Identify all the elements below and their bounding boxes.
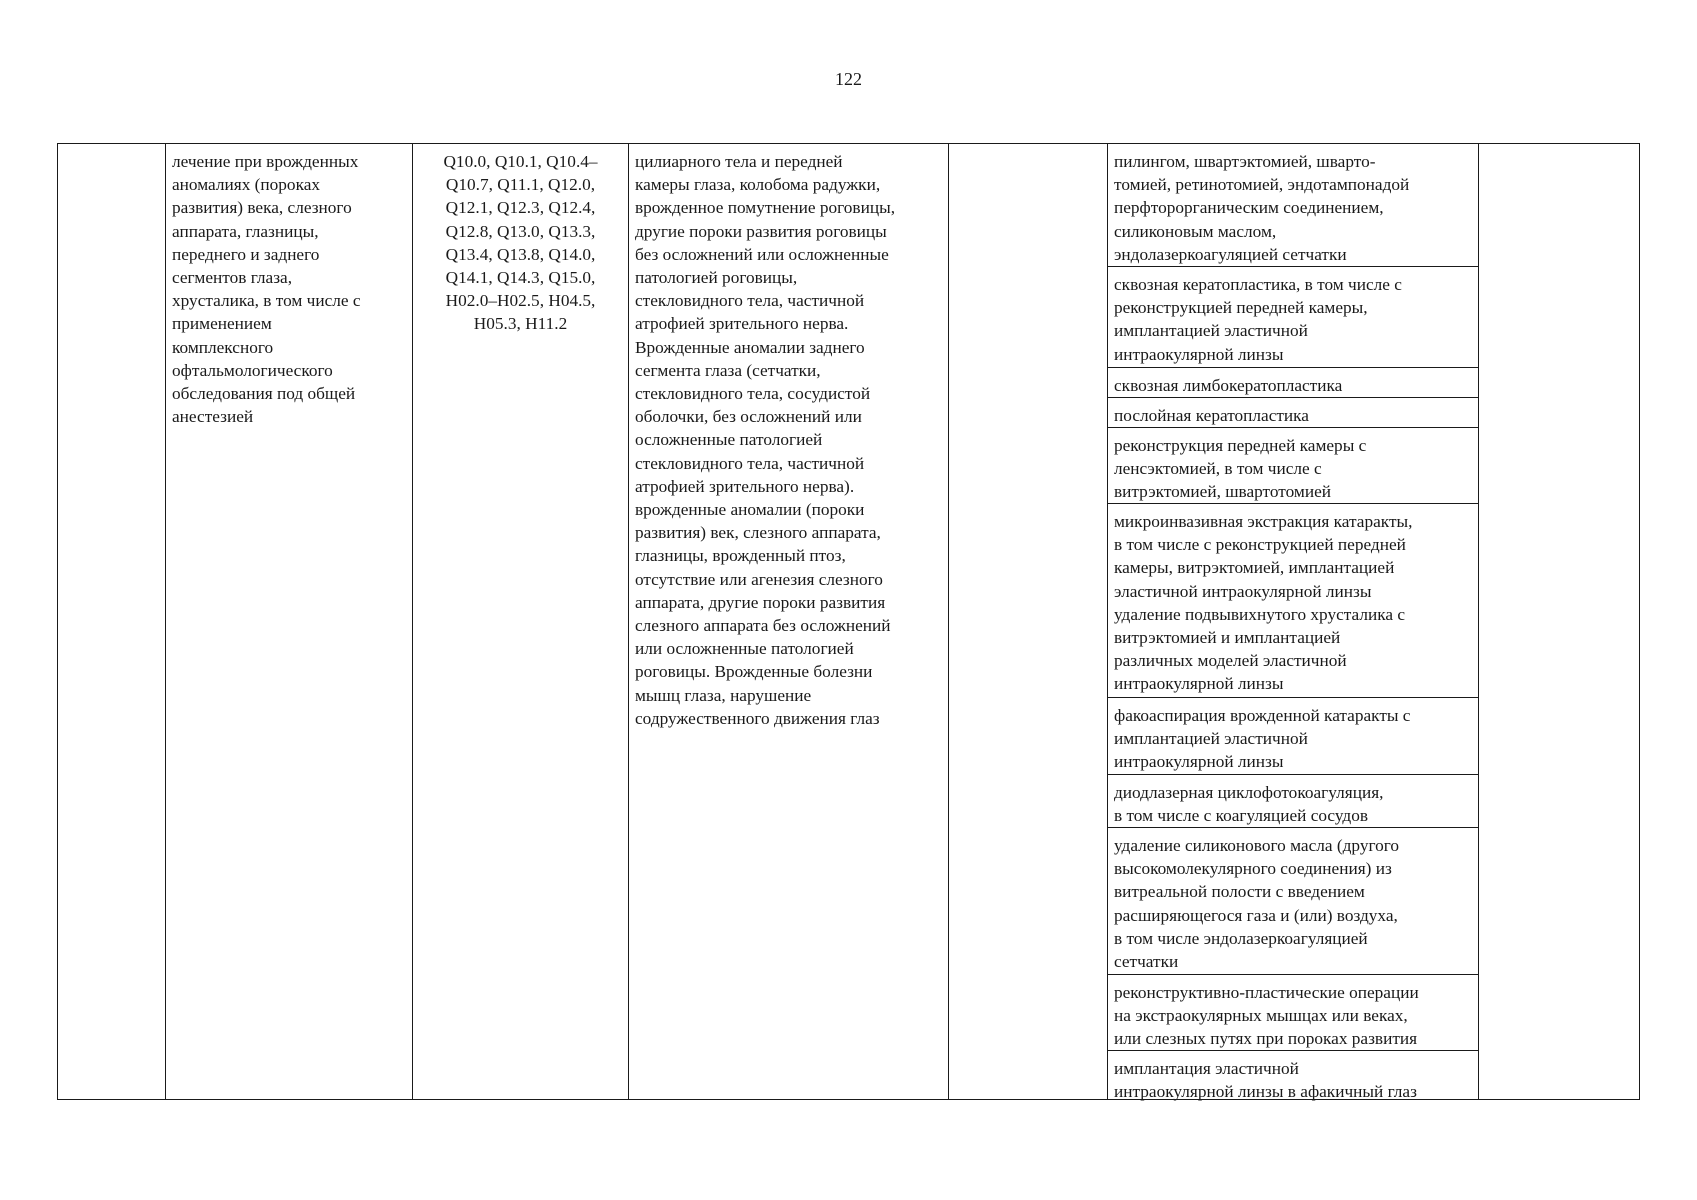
method-cell: пилингом, швартэктомией, шварто- томией, ретинотомией, эндотампонадой перфторорганическим соединением, силиконовым маслом, эндолазеркоагуляцией сетчатки: [1108, 144, 1478, 267]
page-number: 122: [835, 69, 862, 89]
column-treatment-profile: [166, 144, 413, 1099]
cell-number: [58, 144, 165, 150]
column-cost: [1479, 144, 1641, 1099]
column-number: [58, 144, 166, 1099]
column-icd-codes: [413, 144, 629, 1099]
cell-treatment-type: [949, 144, 1107, 150]
method-cell: реконструкция передней камеры с ленсэктомией, в том числе с витрэктомией, швартотомией: [1108, 428, 1478, 504]
method-cell: факоаспирация врожденной катаракты с имплантацией эластичной интраокулярной линзы: [1108, 698, 1478, 775]
cell-icd-codes: Q10.0, Q10.1, Q10.4– Q10.7, Q11.1, Q12.0, Q12.1, Q12.3, Q12.4, Q12.8, Q13.0, Q13.3, Q13.4, Q13.8, Q14.0, Q14.1, Q14.3, Q15.0, H02.0–H02.5, H04.5, H05.3, H11.2: [443, 152, 598, 334]
method-cell: микроинвазивная экстракция катаракты, в том числе с реконструкцией передней камеры, витрэктомией, имплантацией эластичной интраокулярной линзы удаление подвывихнутого хрусталика с витрэктомией и имплантацией различных моделей эластичной интраокулярной линзы: [1108, 504, 1478, 698]
column-diagnosis: [629, 144, 949, 1099]
cell-treatment-profile: лечение при врожденных аномалиях (пороках развития) века, слезного аппарата, глазницы, переднего и заднего сегментов глаза, хрусталика, в том числе с применением комплексного офтальмологического обследования под общей анестезией: [172, 152, 361, 427]
column-treatment-type: [949, 144, 1108, 1099]
method-cell: сквозная лимбокератопластика: [1108, 368, 1478, 398]
treatment-table: [57, 143, 1640, 1100]
cell-diagnosis: цилиарного тела и передней камеры глаза, колобома радужки, врожденное помутнение роговицы, другие пороки развития роговицы без осложнений или осложненные патологией роговицы, стекловидного тела, частичной атрофией зрительного нерва. Врожденные аномалии заднего сегмента глаза (сетчатки, стекловидного тела, сосудистой оболочки, без осложнений или осложненные патологией стекловидного тела, частичной атрофией зрительного нерва). врожденные аномалии (пороки развития) век, слезного аппарата, глазницы, врожденный птоз, отсутствие или агенезия слезного аппарата, другие пороки развития слезного аппарата без осложнений или осложненные патологией роговицы. Врожденные болезни мышц глаза, нарушение содружественного движения глаз: [635, 152, 896, 728]
method-cell: сквозная кератопластика, в том числе с реконструкцией передней камеры, имплантацией эластичной интраокулярной линзы: [1108, 267, 1478, 368]
method-cell: диодлазерная циклофотокоагуляция, в том числе с коагуляцией сосудов: [1108, 775, 1478, 828]
method-cell: удаление силиконового масла (другого высокомолекулярного соединения) из витреальной полости с введением расширяющегося газа и (или) воздуха, в том числе эндолазеркоагуляцией сетчатки: [1108, 828, 1478, 975]
cell-cost: [1479, 144, 1641, 150]
column-treatment-methods: [1108, 144, 1479, 1102]
method-cell: послойная кератопластика: [1108, 398, 1478, 428]
method-cell: имплантация эластичной интраокулярной линзы в афакичный глаз: [1114, 1059, 1417, 1102]
method-cell: реконструктивно-пластические операции на экстраокулярных мышцах или веках, или слезных путях при пороках развития: [1108, 975, 1478, 1051]
